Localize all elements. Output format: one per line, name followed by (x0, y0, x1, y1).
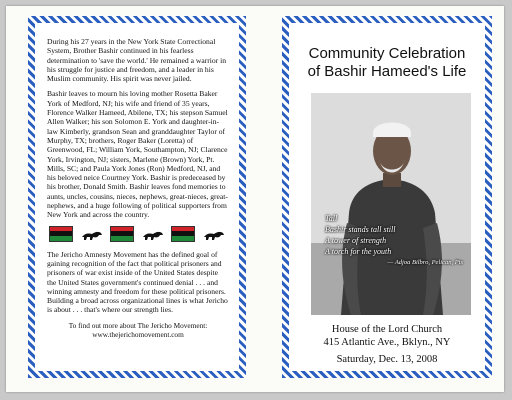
biography-paragraph: During his 27 years in the New York State Correctional System, Brother Bashir continued in his fearless determination to 'save the world.' He remained a warrior in his struggle for justice and freedom, and a leader in his Muslim community. His spirit was never jailed. (47, 37, 227, 84)
panther-icon (81, 227, 103, 241)
poem-line: Bashir stands tall still (325, 225, 396, 234)
left-panel (28, 16, 246, 378)
panther-icon (203, 227, 225, 241)
jericho-paragraph: The Jericho Amnesty Movement has the defined goal of gaining recognition of the fact that political prisoners and prisoners of war exist inside of the United States despite the United States government's continued denial . . . and winning amnesty and freedom for these political prisoners. Building a broad across organizational lines is what Jericho is about . . . that's where our strength lies. (47, 249, 228, 315)
event-details (289, 323, 485, 366)
venue-name: House of the Lord Church (331, 324, 443, 335)
jericho-website-link[interactable]: www.thejerichomovement.com (92, 329, 184, 339)
title-line-2: of Bashir Hameed's Life (307, 63, 467, 80)
poem-line: A torch for the youth (325, 247, 392, 256)
event-date: Saturday, Dec. 13, 2008 (336, 354, 438, 365)
left-panel-content (47, 37, 229, 365)
black-liberation-flag-icon (171, 226, 195, 242)
black-liberation-flag-icon (49, 226, 73, 242)
poem-attribution: — Adjoa Bilbro, Pelican, Pts (387, 259, 463, 266)
panther-icon (142, 227, 164, 241)
portrait-figure (311, 93, 471, 315)
poem-line: Tall (325, 214, 338, 223)
poem-caption (325, 213, 463, 268)
survivors-paragraph: Bashir leaves to mourn his loving mother Rosetta Baker York of Medford, NJ; his wife and friend of 35 years, Florence Walker Hameed, Abilene, TX; his stepson Samuel Allen Walker; his son Solomon E. York and daughter-in-law Kimberly, grandson Sean and granddaughter Taylor of Murphy, TX; brothers, Roger Baker (Loretta) of Greenwood, FL; William York, Southampton, NJ; Clarence York, Irvington, NJ; sisters, Marlene (Brown) York, Pt. Mills, SC; and Paula York Jones (Ron) Medford, NJ, and his beloved neice Courtney York. Bashir is predeceased by his brother, Donald Smith. Bashir leaves fond memories to aunts, uncles, cousins, nieces, nephews, great-nieces, great-nephews, and a huge following of political supporters from New York and across the country. (47, 89, 228, 220)
black-liberation-flag-icon (110, 226, 134, 242)
page-title (289, 45, 485, 81)
poem-line: A tower of strength (325, 236, 387, 245)
title-line-1: Community Celebration (308, 45, 466, 62)
flags-row (49, 226, 225, 242)
jericho-footer (47, 321, 229, 339)
venue-address: 415 Atlantic Ave., Bklyn., NY (323, 337, 451, 348)
portrait-photo (311, 93, 471, 315)
jericho-footer-text: To find out more about The Jericho Movement: (68, 320, 208, 330)
right-panel (282, 16, 492, 378)
program-sheet (6, 6, 504, 392)
